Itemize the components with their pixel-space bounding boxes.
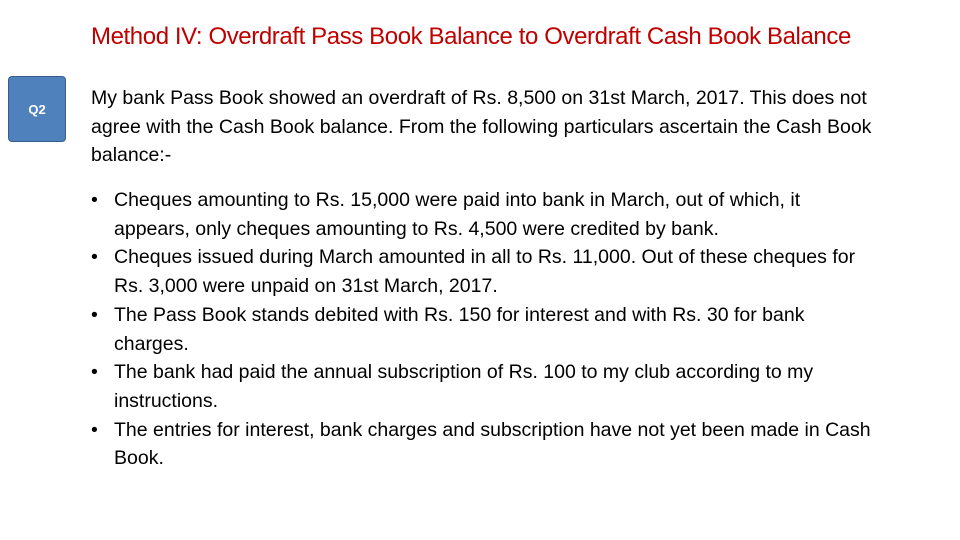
slide-title: Method IV: Overdraft Pass Book Balance to Overdraft Cash Book Balance [91,23,851,50]
list-item-text: The bank had paid the annual subscription of Rs. 100 to my club according to my instructions. [114,361,814,412]
bullet-icon: • [91,418,98,441]
list-item-text: Cheques issued during March amounted in all to Rs. 11,000. Out of these cheques for Rs. 3,000 were unpaid on 31st March, 2017. [114,246,856,298]
list-item [91,243,871,300]
bullet-icon: • [91,303,98,326]
bullet-icon: • [91,189,98,211]
list-item [91,301,871,358]
list-item [91,416,871,473]
list-item-text: The entries for interest, bank charges and subscription have not yet been made in Cash Book. [114,418,871,470]
question-badge-label: Q2 [28,101,46,117]
question-badge [8,76,66,142]
bullet-icon: • [91,246,98,269]
particulars-list [91,186,871,473]
list-item-text: Cheques amounting to Rs. 15,000 were paid into bank in March, out of which, it appears, only cheques amounting to Rs. 4,500 were credited by bank. [114,189,801,240]
list-item [91,358,871,415]
question-intro: My bank Pass Book showed an overdraft of Rs. 8,500 on 31st March, 2017. This does not agree with the Cash Book balance. From the following particulars ascertain the Cash Book balance:- [91,87,872,166]
bullet-icon: • [91,361,98,384]
list-item-text: The Pass Book stands debited with Rs. 150 for interest and with Rs. 30 for bank charges. [114,303,805,355]
list-item [91,186,871,243]
